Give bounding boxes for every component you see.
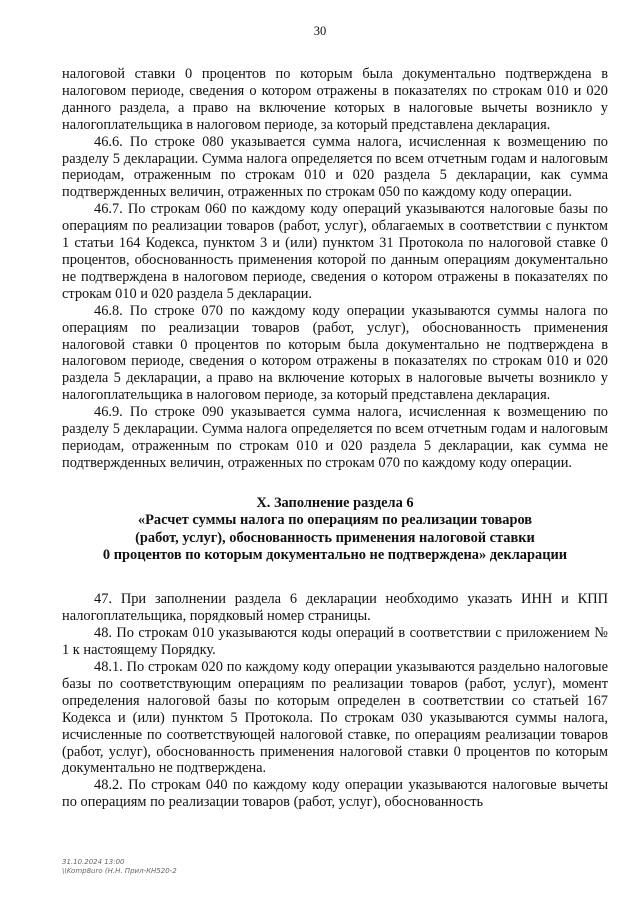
footer-timestamp: 31.10.2024 13:00 [62,858,125,866]
paragraph: 48.1. По строкам 020 по каждому коду операции указываются раздельно налоговые базы по соответствующим операциям по реализации товаров (работ, услуг), момент определения налоговой базы по которым определен в соответствии со статьей 167 Кодекса и (или) пунктом 5 Протокола. По строкам 030 указываются суммы налога, исчисленные по соответствующей налоговой ставке, по операциям реализации товаров (работ, услуг), обоснованность применения налоговой ставки 0 процентов по которым документально не подтверждена. [62,659,608,777]
paragraph: налоговой ставки 0 процентов по которым была документально подтверждена в налоговом периоде, сведения о котором отражены в показателях по строкам 010 и 020 данного раздела, а право на включение которых в налоговые вычеты возникло у налогоплательщика в налоговом периоде, за который представлена декларация. [62,66,608,133]
paragraph: 46.8. По строке 070 по каждому коду операции указываются суммы налога по операциям по реализации товаров (работ, услуг), обоснованность применения налоговой ставки 0 процентов по которым была документально не подтверждена в налоговом периоде, сведения о котором отражены в показателях по строкам 010 и 020 раздела 5 декларации, а право на включение которых в налоговые вычеты возникло у налогоплательщика в налоговом периоде, за который представлена декларация. [62,302,608,404]
document-body [62,66,608,811]
paragraph: 46.9. По строке 090 указывается сумма налога, исчисленная к возмещению по разделу 5 декларации. Сумма налога определяется по всем отчетным годам и налоговым периодам, отраженным по строкам 010 и 020 раздела 5 декларации, как сумма не подтвержденных величин, отраженных по строкам 070 по каждому коду операции. [62,404,608,471]
paragraph: 47. При заполнении раздела 6 декларации необходимо указать ИНН и КПП налогоплательщика, порядковый номер страницы. [62,591,608,625]
paragraph: 48.2. По строкам 040 по каждому коду операции указываются налоговые вычеты по операциям по реализации товаров (работ, услуг), обоснованность [62,777,608,811]
heading-line: 0 процентов по которым документально не подтверждена» декларации [102,546,568,563]
page-number: 30 [313,24,327,38]
heading-line: (работ, услуг), обоснованность применения налоговой ставки [135,529,535,546]
footer-stamp [62,858,177,876]
footer-file-path: \\Komp8uro (Н.Н. Прил-КН520-2 [62,867,177,875]
paragraph: 46.6. По строке 080 указывается сумма налога, исчисленная к возмещению по разделу 5 декларации. Сумма налога определяется по всем отчетным годам и налоговым периодам, отраженным по строкам 010 и 020 раздела 5 декларации, как сумма подтвержденных величин, отраженных по строкам 050 по каждому коду операции. [62,133,608,201]
paragraph: 46.7. По строкам 060 по каждому коду операций указываются налоговые базы по операциям по реализации товаров (работ, услуг), облагаемых в соответствии с пунктом 1 статьи 164 Кодекса, пунктом 3 и (или) пунктом 31 Протокола по налоговой ставке 0 процентов, обоснованность применения которой по данным операциям документально не подтверждена в налоговом периоде, сведения о котором отражены в показателях по строкам 010 и 020 раздела 5 декларации. [62,201,608,302]
section-heading [62,495,608,565]
heading-line: X. Заполнение раздела 6 [256,494,414,511]
heading-line: «Расчет суммы налога по операциям по реализации товаров [137,512,533,529]
paragraph: 48. По строкам 010 указываются коды операций в соответствии с приложением № 1 к настоящему Порядку. [62,625,608,659]
